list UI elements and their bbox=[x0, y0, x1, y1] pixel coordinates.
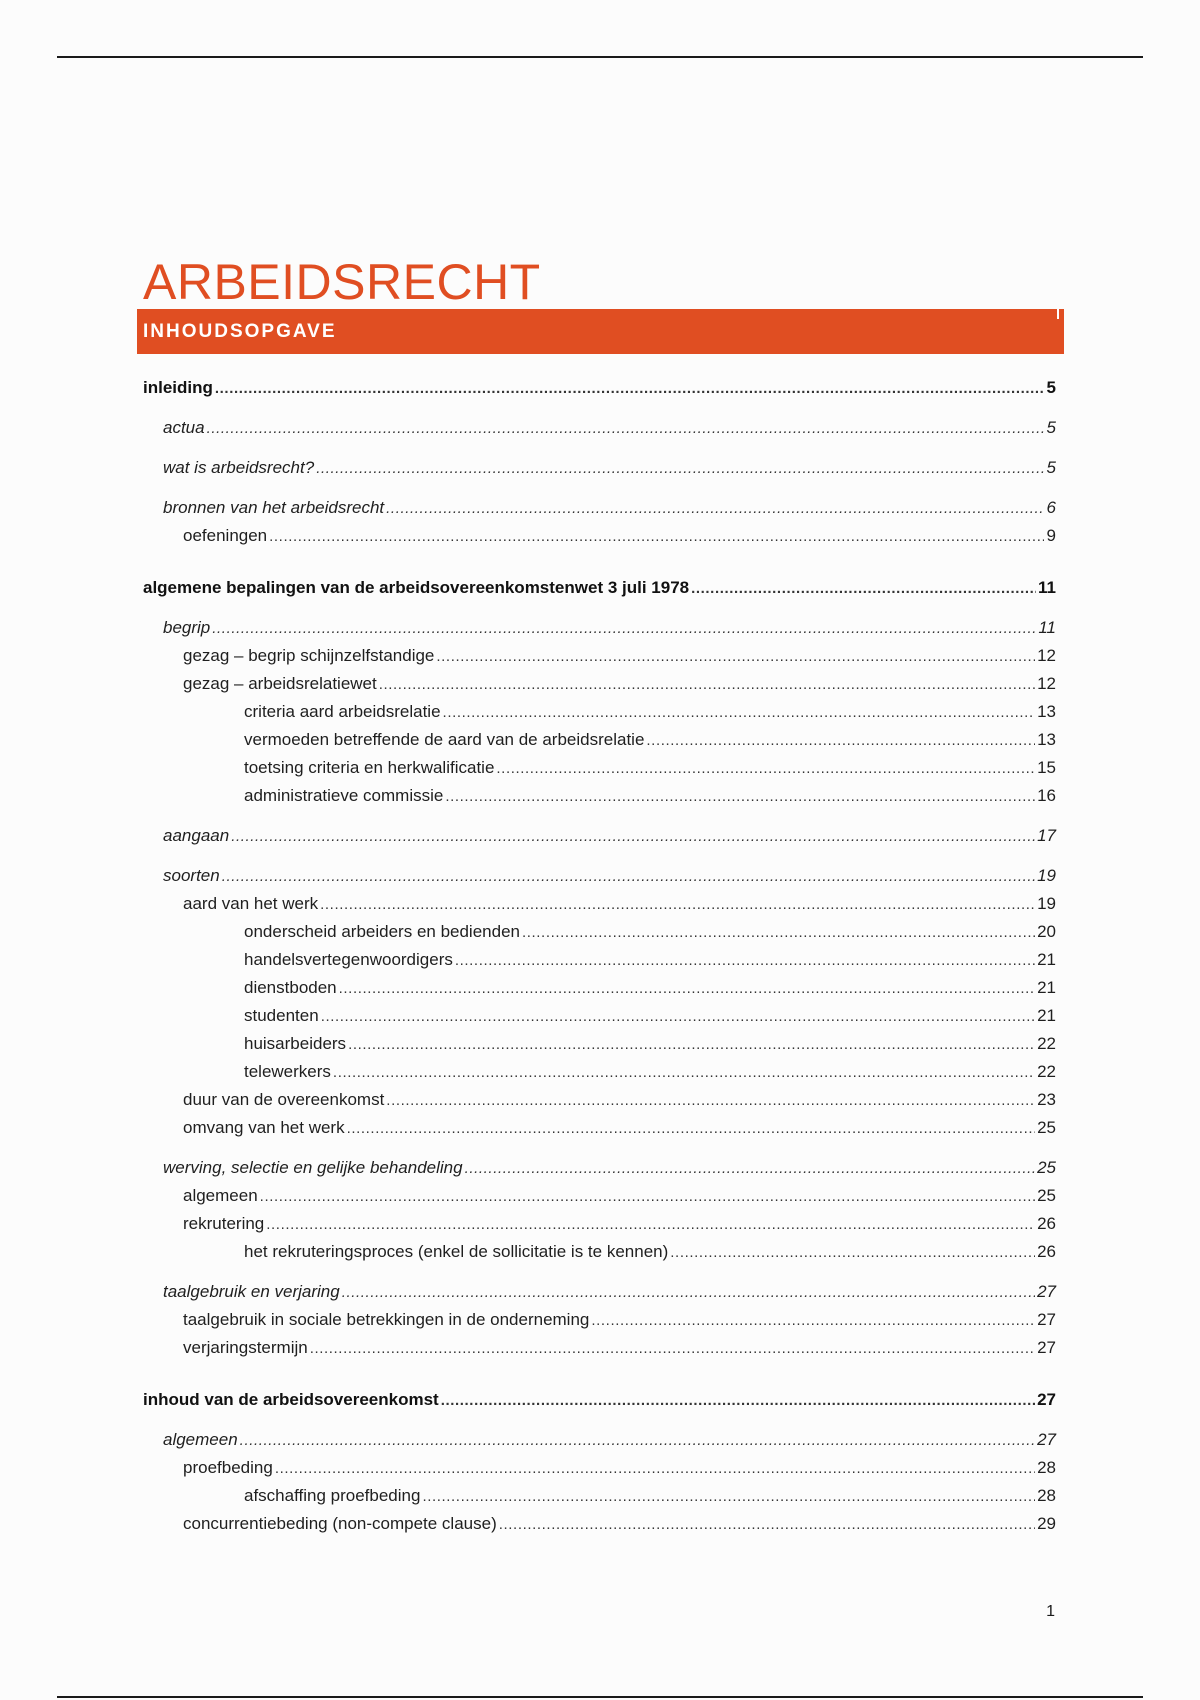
toc-entry[interactable] bbox=[163, 824, 1056, 848]
footer-rule bbox=[57, 1696, 1143, 1698]
toc-entry-title: omvang van het werk bbox=[183, 1118, 345, 1137]
toc-entry-page: 25 bbox=[1037, 1186, 1056, 1205]
toc-entry-page: 23 bbox=[1037, 1090, 1056, 1109]
toc-dot-leader bbox=[441, 1389, 1035, 1413]
toc-entry[interactable] bbox=[244, 920, 1056, 944]
toc-dot-leader bbox=[522, 921, 1035, 945]
toc-entry-page: 26 bbox=[1037, 1242, 1056, 1261]
toc-dot-leader bbox=[499, 1513, 1035, 1537]
toc-entry-title: algemeen bbox=[163, 1430, 238, 1449]
toc-entry[interactable] bbox=[183, 644, 1056, 668]
toc-entry-title: handelsvertegenwoordigers bbox=[244, 950, 453, 969]
toc-dot-leader bbox=[455, 949, 1035, 973]
toc-entry-title: bronnen van het arbeidsrecht bbox=[163, 498, 385, 517]
toc-dot-leader bbox=[212, 617, 1036, 641]
toc-entry-page: 22 bbox=[1037, 1034, 1056, 1053]
toc-entry-title: taalgebruik en verjaring bbox=[163, 1282, 340, 1301]
toc-dot-leader bbox=[496, 757, 1035, 781]
toc-entry-title: gezag – arbeidsrelatiewet bbox=[183, 674, 377, 693]
toc-entry-title: gezag – begrip schijnzelfstandige bbox=[183, 646, 435, 665]
toc-entry[interactable] bbox=[244, 1004, 1056, 1028]
toc-dot-leader bbox=[260, 1185, 1035, 1209]
toc-entry-title: het rekruteringsproces (enkel de sollicitatie is te kennen) bbox=[244, 1242, 669, 1261]
toc-dot-leader bbox=[646, 729, 1035, 753]
toc-entry-page: 5 bbox=[1046, 418, 1056, 437]
toc-entry-title: inhoud van de arbeidsovereenkomst bbox=[143, 1390, 439, 1409]
toc-entry-page: 27 bbox=[1037, 1310, 1056, 1329]
toc-entry-title: oefeningen bbox=[183, 526, 268, 545]
toc-dot-leader bbox=[207, 417, 1044, 441]
toc-entry-page: 5 bbox=[1046, 378, 1056, 397]
toc-entry-page: 21 bbox=[1037, 950, 1056, 969]
toc-dot-leader bbox=[266, 1213, 1035, 1237]
toc-entry[interactable] bbox=[183, 892, 1056, 916]
toc-entry-page: 19 bbox=[1037, 894, 1056, 913]
toc-entry-page: 16 bbox=[1037, 786, 1056, 805]
toc-dot-leader bbox=[316, 457, 1044, 481]
toc-entry[interactable] bbox=[163, 1428, 1056, 1452]
toc-entry[interactable] bbox=[183, 1088, 1056, 1112]
toc-entry-page: 26 bbox=[1037, 1214, 1056, 1233]
toc-entry-page: 25 bbox=[1037, 1118, 1056, 1137]
toc-entry[interactable] bbox=[163, 496, 1056, 520]
toc-entry-page: 28 bbox=[1037, 1458, 1056, 1477]
toc-dot-leader bbox=[231, 825, 1035, 849]
toc-entry[interactable] bbox=[183, 1456, 1056, 1480]
toc-entry-title: onderscheid arbeiders en bedienden bbox=[244, 922, 520, 941]
toc-entry[interactable] bbox=[244, 1060, 1056, 1084]
toc-dot-leader bbox=[445, 785, 1035, 809]
toc-entry-page: 9 bbox=[1046, 526, 1056, 545]
toc-entry-page: 15 bbox=[1037, 758, 1056, 777]
toc-entry-title: wat is arbeidsrecht? bbox=[163, 458, 315, 477]
toc-entry[interactable] bbox=[183, 1116, 1056, 1140]
toc-entry[interactable] bbox=[244, 1484, 1056, 1508]
toc-entry-title: begrip bbox=[163, 618, 211, 637]
toc-entry-title: proefbeding bbox=[183, 1458, 273, 1477]
toc-entry-title: soorten bbox=[163, 866, 220, 885]
toc-dot-leader bbox=[339, 977, 1035, 1001]
toc-entry[interactable] bbox=[183, 672, 1056, 696]
toc-dot-leader bbox=[670, 1241, 1035, 1265]
toc-dot-leader bbox=[348, 1033, 1035, 1057]
toc-entry-title: telewerkers bbox=[244, 1062, 331, 1081]
toc-entry[interactable] bbox=[244, 728, 1056, 752]
toc-dot-leader bbox=[320, 893, 1035, 917]
toc-entry-title: duur van de overeenkomst bbox=[183, 1090, 385, 1109]
toc-entry-page: 21 bbox=[1037, 978, 1056, 997]
toc-entry-page: 5 bbox=[1046, 458, 1056, 477]
toc-entry[interactable] bbox=[244, 700, 1056, 724]
toc-entry-page: 27 bbox=[1037, 1338, 1056, 1357]
toc-entry-title: verjaringstermijn bbox=[183, 1338, 308, 1357]
toc-entry[interactable] bbox=[244, 948, 1056, 972]
toc-entry[interactable] bbox=[244, 1240, 1056, 1264]
toc-entry-page: 12 bbox=[1037, 674, 1056, 693]
toc-entry-title: algemene bepalingen van de arbeidsovereenkomstenwet 3 juli 1978 bbox=[143, 578, 690, 597]
toc-entry-page: 13 bbox=[1037, 730, 1056, 749]
toc-entry-title: studenten bbox=[244, 1006, 319, 1025]
toc-entry-page: 6 bbox=[1046, 498, 1056, 517]
toc-entry-title: algemeen bbox=[183, 1186, 258, 1205]
toc-dot-leader bbox=[386, 497, 1044, 521]
toc-entry-page: 28 bbox=[1037, 1486, 1056, 1505]
toc-entry-title: huisarbeiders bbox=[244, 1034, 347, 1053]
toc-entry-page: 29 bbox=[1037, 1514, 1056, 1533]
toc-entry[interactable] bbox=[143, 1388, 1056, 1412]
toc-entry-page: 19 bbox=[1037, 866, 1056, 885]
toc-entry-title: afschaffing proefbeding bbox=[244, 1486, 421, 1505]
toc-heading: INHOUDSOPGAVE bbox=[143, 320, 337, 342]
toc-entry-title: taalgebruik in sociale betrekkingen in de onderneming bbox=[183, 1310, 590, 1329]
toc-entry-page: 27 bbox=[1037, 1390, 1056, 1409]
toc-entry[interactable] bbox=[163, 1156, 1056, 1180]
toc-entry[interactable] bbox=[143, 576, 1056, 600]
toc-entry[interactable] bbox=[143, 376, 1056, 400]
toc-entry[interactable] bbox=[163, 864, 1056, 888]
toc-dot-leader bbox=[422, 1485, 1035, 1509]
toc-entry[interactable] bbox=[183, 1212, 1056, 1236]
document-title: ARBEIDSRECHT bbox=[143, 253, 541, 310]
toc-entry[interactable] bbox=[244, 1032, 1056, 1056]
toc-entry-title: actua bbox=[163, 418, 205, 437]
toc-entry-page: 12 bbox=[1037, 646, 1056, 665]
toc-entry-title: aard van het werk bbox=[183, 894, 319, 913]
toc-entry-title: inleiding bbox=[143, 378, 213, 397]
toc-entry-page: 27 bbox=[1037, 1430, 1056, 1449]
toc-entry[interactable] bbox=[163, 1280, 1056, 1304]
toc-entry[interactable] bbox=[183, 1308, 1056, 1332]
page-number: 1 bbox=[1046, 1603, 1055, 1620]
toc-entry-page: 25 bbox=[1037, 1158, 1056, 1177]
toc-dot-leader bbox=[333, 1061, 1035, 1085]
toc-entry-page: 27 bbox=[1037, 1282, 1056, 1301]
toc-dot-leader bbox=[215, 377, 1044, 401]
toc-entry-title: werving, selectie en gelijke behandeling bbox=[163, 1158, 463, 1177]
toc-entry[interactable] bbox=[183, 1184, 1056, 1208]
toc-entry-title: toetsing criteria en herkwalificatie bbox=[244, 758, 495, 777]
toc-dot-leader bbox=[269, 525, 1044, 549]
toc-entry[interactable] bbox=[244, 784, 1056, 808]
toc-entry-page: 21 bbox=[1037, 1006, 1056, 1025]
toc-entry-page: 11 bbox=[1038, 618, 1056, 637]
toc-dot-leader bbox=[465, 1157, 1035, 1181]
toc-entry-page: 11 bbox=[1038, 578, 1056, 597]
toc-entry-title: criteria aard arbeidsrelatie bbox=[244, 702, 441, 721]
toc-entry-title: dienstboden bbox=[244, 978, 337, 997]
toc-entry[interactable] bbox=[163, 456, 1056, 480]
toc-dot-leader bbox=[379, 673, 1035, 697]
toc-dot-leader bbox=[321, 1005, 1035, 1029]
toc-entry[interactable] bbox=[163, 416, 1056, 440]
toc-dot-leader bbox=[222, 865, 1035, 889]
toc-dot-leader bbox=[386, 1089, 1035, 1113]
toc-entry-title: administratieve commissie bbox=[244, 786, 444, 805]
toc-dot-leader bbox=[275, 1457, 1035, 1481]
toc-entry[interactable] bbox=[183, 524, 1056, 548]
toc-dot-leader bbox=[691, 577, 1036, 601]
toc-entry-title: aangaan bbox=[163, 826, 230, 845]
toc-entry-page: 17 bbox=[1037, 826, 1056, 845]
toc-dot-leader bbox=[342, 1281, 1035, 1305]
toc-dot-leader bbox=[443, 701, 1036, 725]
toc-entry[interactable] bbox=[244, 976, 1056, 1000]
toc-entry-page: 20 bbox=[1037, 922, 1056, 941]
toc-dot-leader bbox=[347, 1117, 1035, 1141]
toc-dot-leader bbox=[591, 1309, 1035, 1333]
toc-entry-title: rekrutering bbox=[183, 1214, 265, 1233]
toc-entry-title: vermoeden betreffende de aard van de arbeidsrelatie bbox=[244, 730, 645, 749]
toc-entry[interactable] bbox=[244, 756, 1056, 780]
toc-entry[interactable] bbox=[183, 1336, 1056, 1360]
toc-entry-page: 22 bbox=[1037, 1062, 1056, 1081]
toc-entry-page: 13 bbox=[1037, 702, 1056, 721]
toc-dot-leader bbox=[436, 645, 1035, 669]
toc-dot-leader bbox=[240, 1429, 1035, 1453]
toc-entry[interactable] bbox=[163, 616, 1056, 640]
toc-entry[interactable] bbox=[183, 1512, 1056, 1536]
toc-dot-leader bbox=[310, 1337, 1035, 1361]
toc-entry-title: concurrentiebeding (non-compete clause) bbox=[183, 1514, 497, 1533]
